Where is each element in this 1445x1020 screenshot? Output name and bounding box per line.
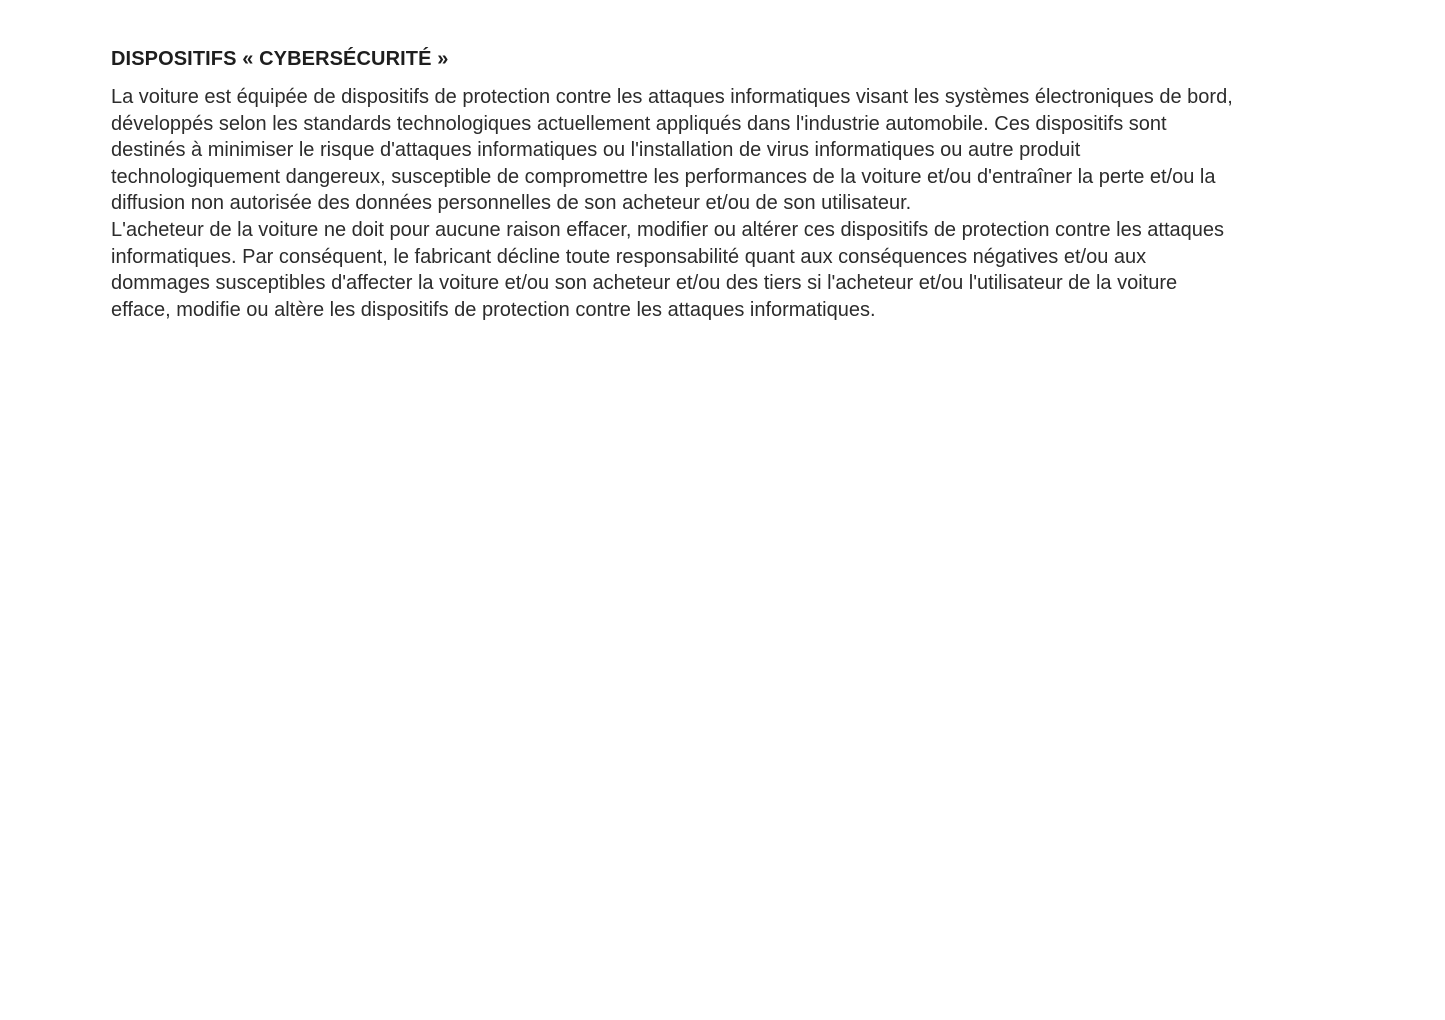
- paragraph-line: diffusion non autorisée des données personnelles de son acheteur et/ou de son utilisateur.: [111, 192, 912, 215]
- paragraph-line: développés selon les standards technologiques actuellement appliqués dans l'industrie automobile. Ces dispositifs sont: [111, 112, 1167, 135]
- paragraph-line: destinés à minimiser le risque d'attaques informatiques ou l'installation de virus informatiques ou autre produit: [111, 139, 1081, 162]
- section-title: DISPOSITIFS « CYBERSÉCURITÉ »: [111, 48, 449, 70]
- paragraph-line: dommages susceptibles d'affecter la voiture et/ou son acheteur et/ou des tiers si l'acheteur et/ou l'utilisateur de la voiture: [111, 272, 1178, 295]
- paragraph-line: La voiture est équipée de dispositifs de protection contre les attaques informatiques visant les systèmes électroniques de bord,: [111, 86, 1233, 108]
- paragraph-buyer-obligations: [111, 217, 1321, 323]
- document-page: [111, 44, 1321, 323]
- paragraph-line: informatiques. Par conséquent, le fabricant décline toute responsabilité quant aux conséquences négatives et/ou aux: [111, 245, 1147, 268]
- paragraph-line: technologiquement dangereux, susceptible de compromettre les performances de la voiture et/ou d'entraîner la perte et/ou la: [111, 165, 1216, 188]
- paragraph-line: efface, modifie ou altère les dispositifs de protection contre les attaques informatiques.: [111, 298, 876, 321]
- paragraph-line: L'acheteur de la voiture ne doit pour aucune raison effacer, modifier ou altérer ces dispositifs de protection contre les attaques: [111, 218, 1224, 241]
- paragraph-protection-devices: [111, 84, 1321, 217]
